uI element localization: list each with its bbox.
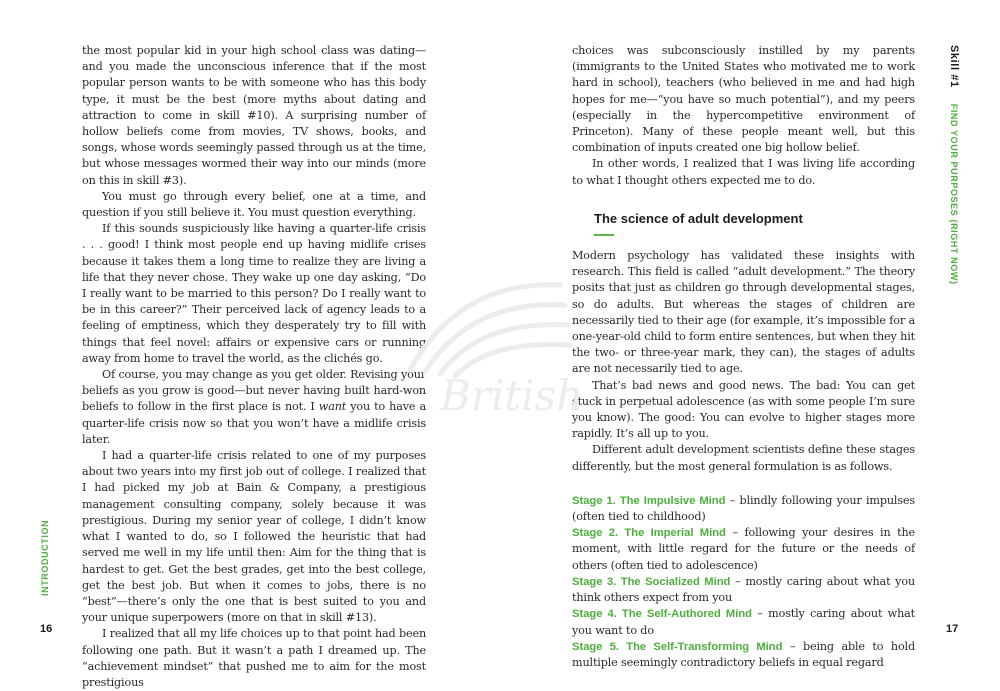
paragraph: Different adult development scientists define these stages differently, but the most general formulation is as follows. xyxy=(572,443,915,473)
stage-item xyxy=(572,493,915,525)
paragraph: Modern psychology has validated these insights with research. This field is called “adult development.” The theory posits that just as children go through developmental stages, so do adults. But whereas the stages of children are necessarily tied to their age (for example, it’s impossible for a one-year-old child to form entire sentences, but when they hit the two- or three-year mark, they can), the stages of adults are not necessarily tied to age. xyxy=(572,249,915,376)
stage-name: Stage 5. The Self-Transforming Mind xyxy=(572,640,783,653)
paragraph: You must go through every belief, one at a time, and question if you still believe it. You must question everything. xyxy=(82,189,426,220)
stage-name: Stage 1. The Impulsive Mind xyxy=(572,494,726,507)
paragraph: I realized that all my life choices up to that point had been following one path. But it wasn’t a path I dreamed up. The “achievement mindset” that pushed me to aim for the most prestigious xyxy=(82,627,426,689)
paragraph: choices was subconsciously instilled by my parents (immigrants to the United States who motivated me to work hard in school), teachers (who believed in me and had high hopes for me—“you have so much potential”), and my peers (especially in the hypercompetitive environment of Princeton). Many of these people meant well, but this combination of inputs created one big hollow belief. xyxy=(572,44,915,155)
right-body-text xyxy=(572,43,915,671)
stage-description: – blindly following your impulses (often tied to childhood) xyxy=(572,493,915,524)
stage-item xyxy=(572,606,915,638)
stages-list xyxy=(572,493,915,671)
stage-item xyxy=(572,574,915,606)
chapter-side-label xyxy=(948,45,960,285)
page-number: 16 xyxy=(40,623,53,635)
stage-name: Stage 3. The Socialized Mind xyxy=(572,575,731,588)
stage-item xyxy=(572,525,915,574)
paragraph-text: you to have a quarter-life crisis now so that you won’t have a midlife crisis later. xyxy=(82,400,426,446)
stage-name: Stage 4. The Self-Authored Mind xyxy=(572,608,752,621)
stage-description: – following your desires in the moment, with little regard for the future or the needs of others (often tied to adolescence) xyxy=(572,526,915,572)
watermark-text: British xyxy=(440,371,584,420)
stage-description: – mostly caring about what you think others expect from you xyxy=(572,574,915,605)
section-heading: The science of adult development xyxy=(594,210,803,226)
stage-item xyxy=(572,639,915,671)
right-page xyxy=(500,0,1000,667)
paragraph-text: Of course, you may change as you get older. Revising your beliefs as you grow is good—but never having built hard-won beliefs to follow in the first place is not. I xyxy=(82,368,426,414)
paragraph: That’s bad news and good news. The bad: You can get stuck in perpetual adolescence (as with some people I’m sure you know). The good: You can evolve to higher stages more rapidly. It’s all up to you. xyxy=(572,378,915,441)
left-page xyxy=(0,0,500,689)
paragraph: In other words, I realized that I was living life according to what I thought others expected me to do. xyxy=(572,157,915,187)
emphasis-text: want xyxy=(318,400,347,414)
chapter-title: FIND YOUR PURPOSES (RIGHT NOW) xyxy=(949,103,959,285)
page-number: 17 xyxy=(946,623,959,635)
paragraph: If this sounds suspiciously like having a quarter-life crisis . . . good! I think most people end up having midlife crises because it takes them a long time to realize they are living a life that they never chose. They wake up one day asking, “Do I really want to be married to this person? Do I really want to be in this career?” Their perceived lack of agency leads to a feeling of emptiness, which they desperately try to fill with things that feel novel: affairs or expensive cars or running away from home to travel the world, as the clichés go. xyxy=(82,222,426,365)
left-body-text xyxy=(82,43,426,691)
paragraph: the most popular kid in your high school class was dating—and you made the unconscious inference that if the most popular person wants to be with someone who has this body type, it must be the best (more myths about dating and attraction to come in skill #10). A surprising number of hollow beliefs come from movies, TV shows, books, and songs, whose words seemingly passed through us at the time, but whose messages wormed their way into our minds (more on this in skill #3). xyxy=(82,44,426,187)
heading-rule xyxy=(594,234,614,236)
paragraph: I had a quarter-life crisis related to one of my purposes about two years into my first job out of college. I realized that I had picked my job at Bain & Company, a prestigious management consulting company, solely because it was prestigious. During my senior year of college, I didn’t know what I wanted to do, so I followed the heuristic that had served me well in my life until then: Aim for the thing that is hardest to get. Get the best grades, get into the best college, get the best job. But when it comes to jobs, there is no “best”—there’s only the one that is best suited to you and your unique superpowers (more on that in skill #13). xyxy=(82,449,426,625)
section-side-label: INTRODUCTION xyxy=(40,519,50,596)
stage-description: – being able to hold multiple seemingly contradictory beliefs in equal regard xyxy=(572,639,915,669)
stage-name: Stage 2. The Imperial Mind xyxy=(572,527,726,540)
skill-number: Skill #1 xyxy=(948,45,960,88)
stage-description: – mostly caring about what you want to do xyxy=(572,607,915,637)
paragraph xyxy=(82,367,426,448)
